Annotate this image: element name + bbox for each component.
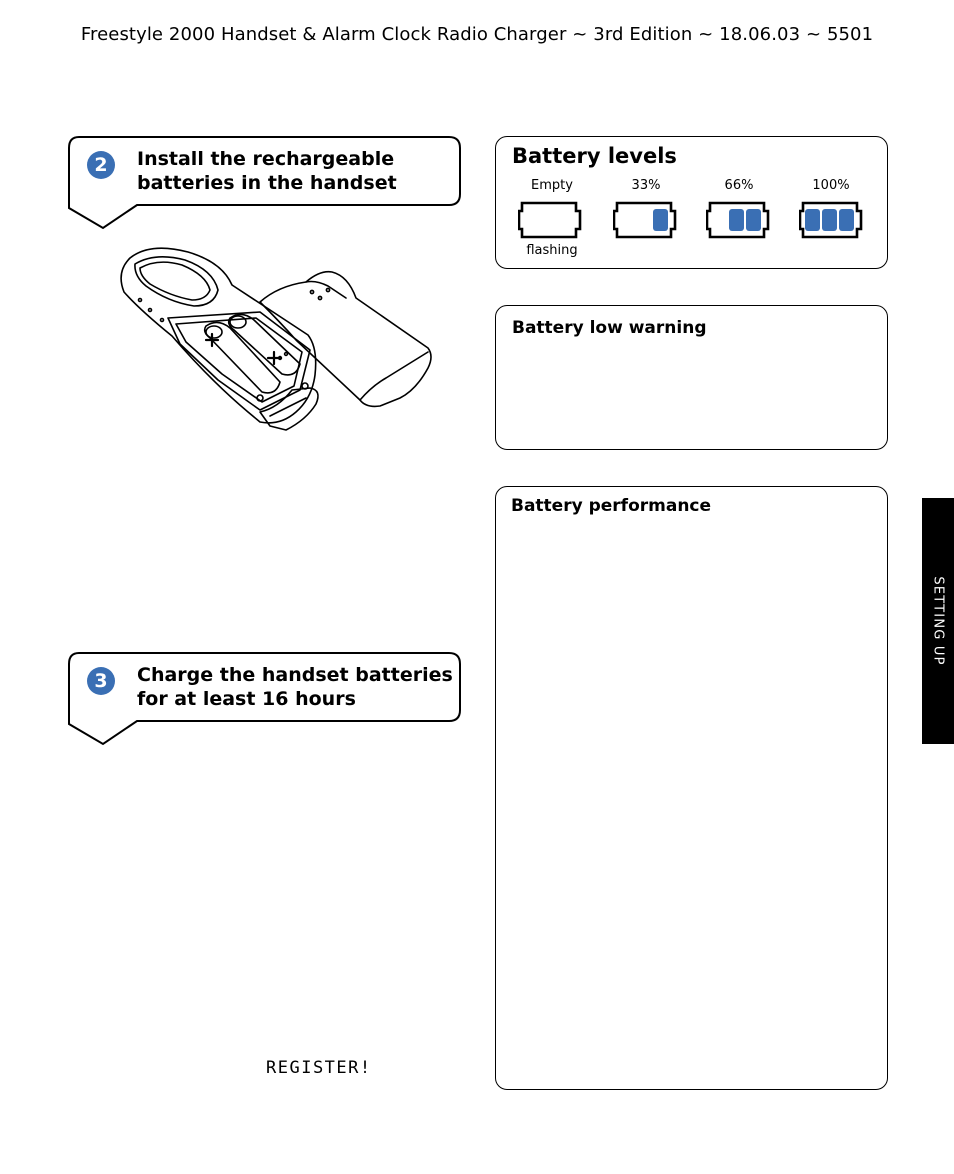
level-label-33: 33% [631, 178, 661, 193]
battery-icon-graphic [799, 201, 863, 241]
battery-icon-empty [518, 201, 582, 245]
battery-performance-panel [495, 486, 888, 1090]
battery-icon-100 [799, 201, 863, 245]
battery-charge-segment [746, 209, 761, 231]
battery-performance-title: Battery performance [511, 496, 712, 516]
battery-charge-segment [729, 209, 744, 231]
section-side-tab [922, 498, 954, 744]
level-label-100: 100% [812, 178, 850, 193]
step-heading-line: for at least 16 hours [137, 688, 356, 710]
step-number-badge: 3 [87, 667, 115, 695]
battery-icon-graphic [613, 201, 677, 241]
battery-charge-segment [839, 209, 854, 231]
level-label-66: 66% [724, 178, 754, 193]
battery-icon-graphic [706, 201, 770, 241]
battery-low-warning-panel [495, 305, 888, 450]
battery-low-warning-title: Battery low warning [512, 318, 707, 338]
level-label-empty: Empty [531, 178, 573, 193]
battery-icon-33 [613, 201, 677, 245]
battery-charge-segment [822, 209, 837, 231]
lcd-display-text: REGISTER! [266, 1058, 372, 1078]
page-header: Freestyle 2000 Handset & Alarm Clock Radio Charger ~ 3rd Edition ~ 18.06.03 ~ 5501 [80, 24, 874, 45]
battery-outline [519, 203, 580, 237]
battery-icon-66 [706, 201, 770, 245]
level-note-flashing: flashing [526, 243, 578, 258]
battery-charge-segment [805, 209, 820, 231]
battery-levels-panel [495, 136, 888, 269]
step-2-callout [67, 136, 463, 231]
step-heading [137, 147, 397, 195]
step-heading-line: Charge the handset batteries [137, 664, 453, 686]
step-3-callout [67, 652, 463, 747]
battery-icon-graphic [518, 201, 582, 241]
step-heading-line: batteries in the handset [137, 172, 397, 194]
step-heading [137, 663, 453, 711]
battery-charge-segment [653, 209, 668, 231]
step-number-badge: 2 [87, 151, 115, 179]
battery-levels-title: Battery levels [512, 144, 677, 168]
section-side-tab-label: SETTING UP [930, 576, 946, 666]
step-heading-line: Install the rechargeable [137, 148, 395, 170]
handset-battery-illustration [110, 240, 440, 440]
